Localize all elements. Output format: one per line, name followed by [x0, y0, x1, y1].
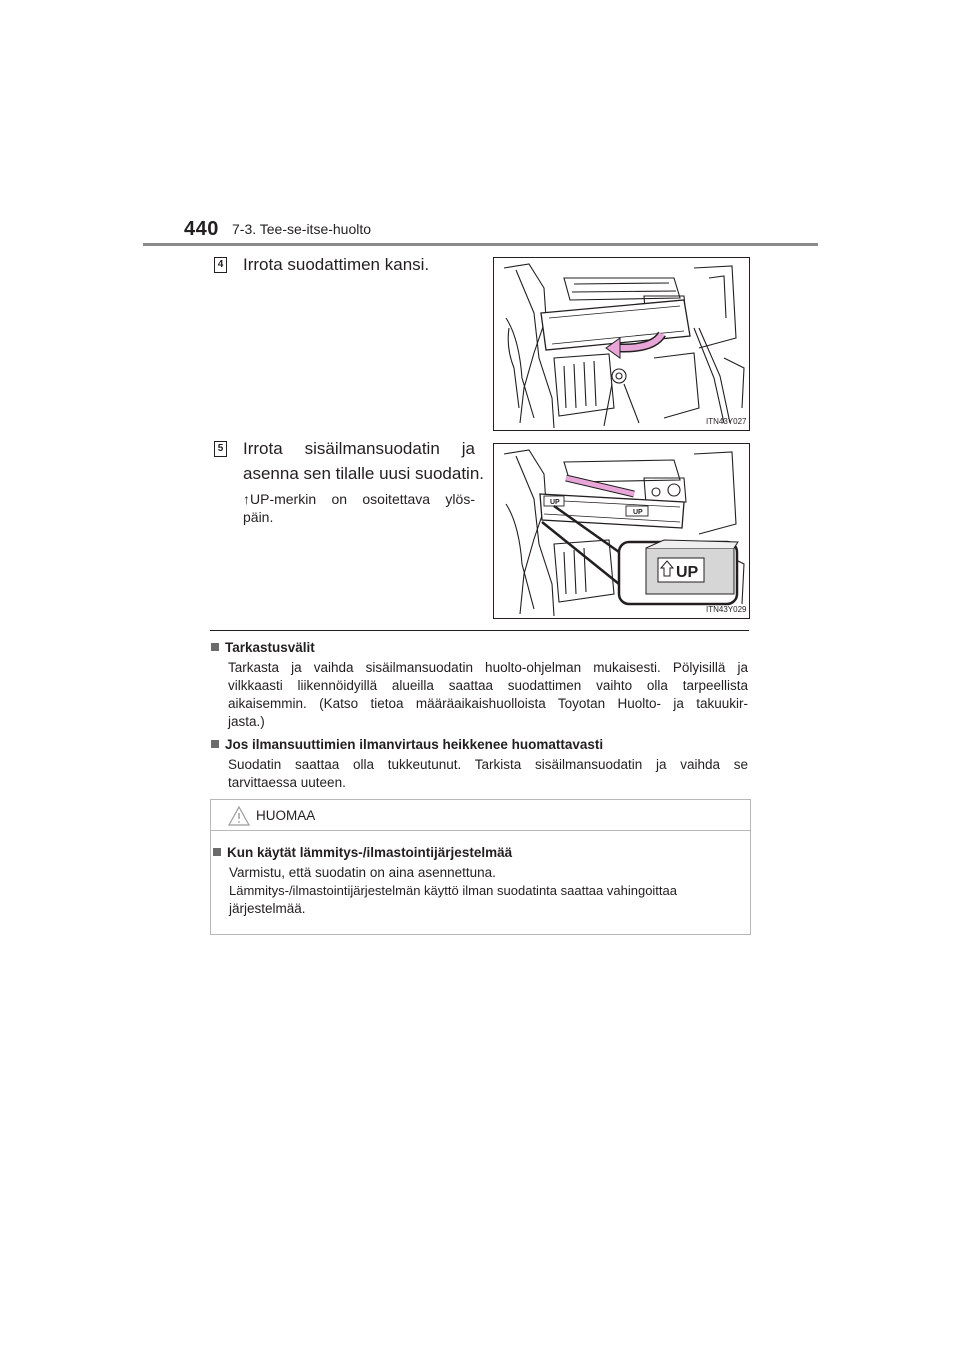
- notice-rule: [211, 830, 750, 831]
- section-divider: [210, 630, 749, 631]
- info-2-line2: tarvittaessa uuteen.: [228, 775, 346, 790]
- step-5-text-line2: asenna sen tilalle uusi suodatin.: [243, 464, 484, 483]
- section-title: 7-3. Tee-se-itse-huolto: [232, 221, 372, 237]
- figure-5-label: ITN43Y029: [706, 605, 747, 614]
- notice-line1: Varmistu, että suodatin on aina asennettuna.: [229, 865, 496, 880]
- page-number: 440: [184, 218, 219, 240]
- square-bullet-icon: [211, 740, 219, 748]
- step-5-note-line1: [243, 490, 475, 508]
- notice-line3: järjestelmää.: [229, 901, 306, 916]
- info-2-line1: Suodatin saattaa olla tukkeutunut. Tarkista sisäilmansuodatin ja vaihda se: [228, 757, 748, 772]
- info-1-line3: aikaisemmin. (Katso tietoa määräaikaishuolloista Toyotan Huolto- ja takuukir-: [228, 696, 748, 711]
- info-1-line4: jasta.): [228, 714, 265, 729]
- glovebox-cover-illustration: [494, 258, 749, 430]
- info-heading-inspection: Tarkastusvälit: [211, 640, 315, 655]
- square-bullet-icon: [213, 848, 221, 856]
- step-5-note-line2: päin.: [243, 509, 274, 525]
- step-5-text-line1: Irrota sisäilmansuodatin ja: [243, 439, 475, 458]
- square-bullet-icon: [211, 643, 219, 651]
- filter-replacement-illustration: [494, 444, 749, 618]
- filter-up-mark-left: UP: [550, 499, 560, 506]
- notice-box: [210, 799, 751, 935]
- callout-up-label: UP: [676, 564, 699, 581]
- step-4-badge: 4: [214, 257, 227, 273]
- header-rule: [143, 243, 818, 246]
- step-4-text: Irrota suodattimen kansi.: [243, 255, 430, 274]
- figure-replace-filter: [493, 443, 750, 619]
- step-5-note-text: UP-merkin on osoitettava ylös-: [250, 491, 475, 507]
- info-1-line2: vilkkaasti liikennöidyillä alueilla saattaa suodattimen vaihto olla tarpeellista: [228, 678, 748, 693]
- figure-4-label: ITN43Y027: [706, 417, 747, 426]
- figure-remove-filter-cover: [493, 257, 750, 431]
- step-5-badge: 5: [214, 441, 227, 457]
- info-heading-airflow: Jos ilmansuuttimien ilmanvirtaus heikkenee huomattavasti: [211, 737, 603, 752]
- notice-line2: Lämmitys-/ilmastointijärjestelmän käyttö ilman suodatinta saattaa vahingoittaa: [229, 883, 677, 898]
- filter-up-mark-right: UP: [633, 509, 643, 516]
- info-1-line1: Tarkasta ja vaihda sisäilmansuodatin huolto-ohjelman mukaisesti. Pölyisillä ja: [228, 660, 748, 675]
- notice-title: HUOMAA: [256, 808, 316, 823]
- notice-subtitle: Kun käytät lämmitys-/ilmastointijärjestelmää: [213, 845, 512, 860]
- up-arrow-icon: ↑: [243, 491, 250, 507]
- warning-triangle-icon: [228, 806, 250, 826]
